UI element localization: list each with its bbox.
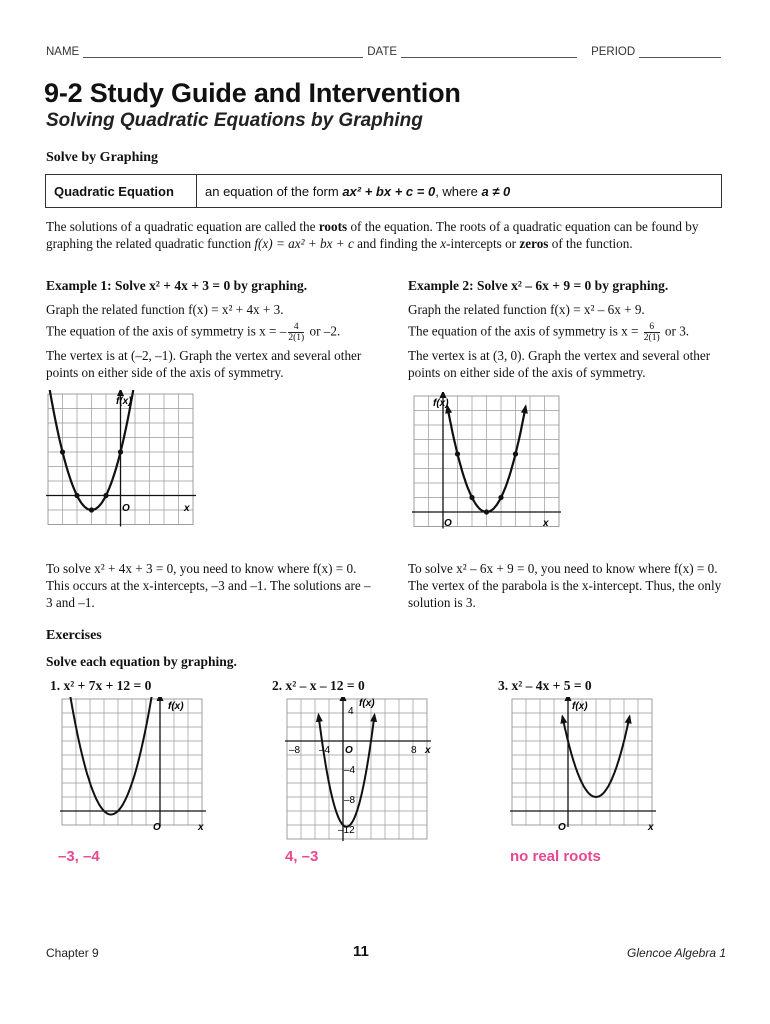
origin-label: O [345,745,353,756]
exercise-3-label: 3. x² – 4x + 5 = 0 [498,678,592,693]
student-header [46,46,726,58]
origin-label: O [558,822,566,833]
page-subtitle: Solving Quadratic Equations by Graphing [46,110,423,131]
origin-label: O [153,822,161,833]
example2-heading: Example 2: Solve x² – 6x + 9 = 0 by graphing. [408,278,669,293]
y-tick-label: –8 [344,795,356,806]
date-label: DATE [367,46,398,58]
fx-label: f(x) [168,701,184,712]
x-axis-label: x [184,503,190,514]
fx-label: f(x) [116,396,132,407]
exercises-heading: Exercises [46,628,102,643]
period-label: PERIOD [591,46,636,58]
section-heading: Solve by Graphing [46,150,159,165]
name-line[interactable] [83,47,363,58]
example2-body [408,301,733,385]
exercise-2-label: 2. x² – x – 12 = 0 [272,678,365,693]
example2-vertex: The vertex is at (3, 0). Graph the vertex and several other points on either side of the axis of symmetry. [408,348,711,380]
example2-solution: To solve x² – 6x + 9 = 0, you need to know where f(x) = 0. The vertex of the parabola is the x-intercept. Thus, the only solution is 3. [408,561,722,610]
graph-grid [510,697,656,827]
x-axis-label: x [648,822,654,833]
graph-grid [412,392,561,529]
fx-label: f(x) [359,698,375,709]
definition-term: Quadratic Equation [46,175,197,208]
page-title: 9-2 Study Guide and Intervention [44,78,461,108]
example2-function: Graph the related function f(x) = x² – 6x + 9. [408,302,645,317]
y-axis-arrow [340,697,347,701]
intro-paragraph: The solutions of a quadratic equation are called the roots of the equation. The roots of a quadratic equation can be found by graphing the related quadratic function f(x) = ax² + bx + c and finding the x-intercepts or zeros of the function. [46,219,699,251]
example1-heading: Example 1: Solve x² + 4x + 3 = 0 by graphing. [46,278,308,293]
y-tick-label: –12 [338,825,355,836]
graph-grid [285,697,431,841]
example2-axis: The equation of the axis of symmetry is x = $\frac{6}{2(1)}$ or 3. [408,322,690,343]
y-axis-arrow [157,697,164,701]
origin-label: O [444,518,452,529]
example2-graph [409,392,561,540]
exercise-1-label: 1. x² + 7x + 12 = 0 [50,678,152,693]
name-label: NAME [46,46,80,58]
x-axis-label: x [425,745,431,756]
exercises-instruction: Solve each equation by graphing. [46,654,237,669]
example1-solution: To solve x² + 4x + 3 = 0, you need to know where f(x) = 0. This occurs at the x-intercepts, –3 and –1. The solutions are –3 and –1. [46,561,371,610]
exercise-2-answer: 4, –3 [285,848,319,865]
fx-label: f(x) [572,701,588,712]
footer-chapter: Chapter 9 [46,946,99,960]
x-tick-label: 8 [411,745,417,756]
x-tick-label: –4 [319,745,331,756]
example1-function: Graph the related function f(x) = x² + 4x + 3. [46,302,284,317]
definition-table [45,174,722,208]
example1-axis: The equation of the axis of symmetry is x = – $\frac{4}{2(1)}$ or –2. [46,322,341,343]
footer-page-number: 11 [353,943,369,960]
y-tick-label: 4 [348,706,354,717]
date-line[interactable] [401,47,577,58]
graph-grid [60,697,206,827]
exercise-3-answer: no real roots [510,848,601,865]
x-axis-label: x [543,518,549,529]
y-axis-arrow [565,697,572,701]
exercise3-graph [508,697,664,843]
y-tick-label: –4 [344,765,356,776]
origin-label: O [122,503,130,514]
example1-vertex: The vertex is at (–2, –1). Graph the vertex and several other points on either side of the axis of symmetry. [46,348,362,380]
exercise2-graph [283,697,439,845]
x-axis-label: x [198,822,204,833]
period-line[interactable] [639,47,721,58]
example1-body [46,301,371,385]
example1-graph [44,390,196,538]
footer-book: Glencoe Algebra 1 [627,946,726,960]
exercise1-graph [58,697,214,843]
definition-description: an equation of the form ax² + bx + c = 0, where a ≠ 0 [197,175,722,208]
exercise-1-answer: –3, –4 [58,848,100,865]
fx-label: f(x) [433,398,449,409]
x-tick-label: –8 [289,745,301,756]
